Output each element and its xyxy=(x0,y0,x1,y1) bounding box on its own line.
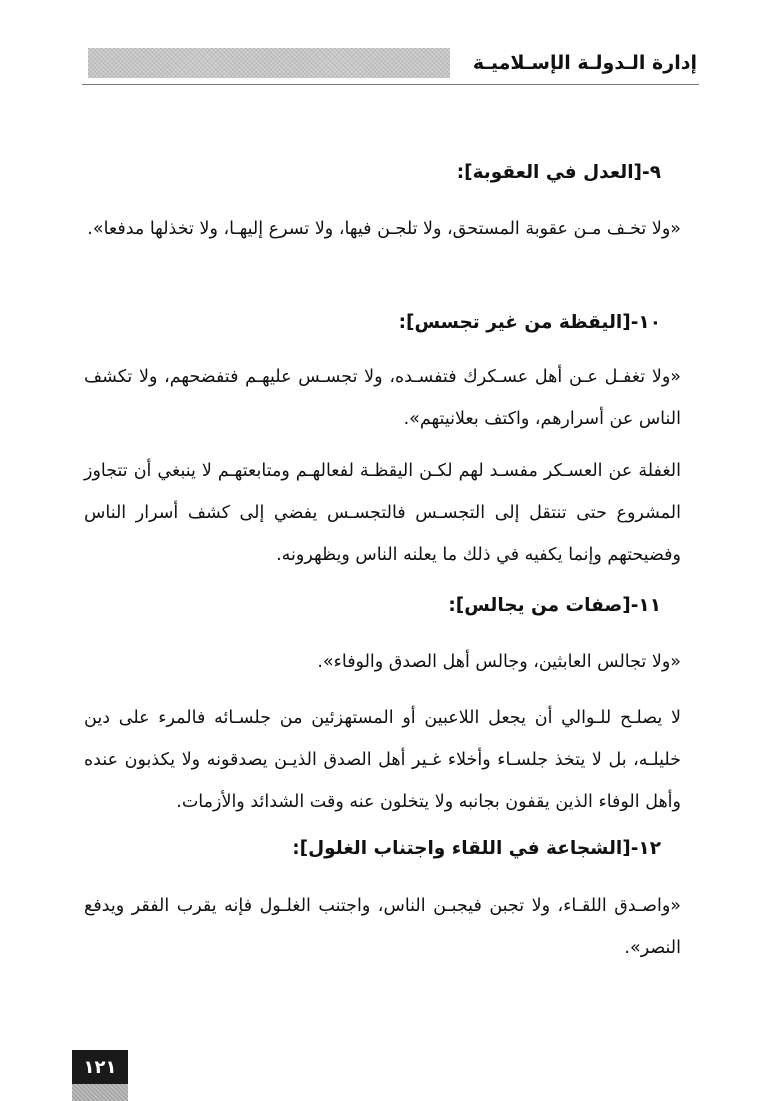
quote-paragraph-12: «واصـدق اللقـاء، ولا تجبن فيجبـن الناس، واجتنب الغلـول فإنه يقرب الفقر ويدفع النصر». xyxy=(84,896,681,958)
section-heading-12: ١٢-[الشجاعة في اللقاء واجتناب الغلول]: xyxy=(292,838,661,859)
header-divider xyxy=(82,84,699,85)
section-heading-10: ١٠-[اليقظة من غير تجسس]: xyxy=(398,312,661,333)
commentary-paragraph-11: لا يصلـح للـوالي أن يجعل اللاعبين أو المستهزئين من جلسـائه فالمرء على دين خليلـه، بل لا يتخذ جلسـاء وأخلاء غـير أهل الصدق الذيـن يصدقونه ولا يكذبون عنده وأهل الوفاء الذين يقفون بجانبه ولا يتخلون عنه وقت الشدائد والأزمات. xyxy=(84,708,681,812)
quote-paragraph-9: «ولا تخـف مـن عقوبة المستحق، ولا تلجـن فيها، ولا تسرع إليهـا، ولا تخذلها مدفعا». xyxy=(87,219,681,239)
commentary-paragraph-10: الغفلة عن العسـكر مفسـد لهم لكـن اليقظـة لفعالهـم ومتابعتهـم لا ينبغي أن تتجاوز المشروع حتى تنتقل إلى التجسـس فالتجسـس يفضي إلى كشف أسرار الناس وفضيحتهم وإنما يكفيه في ذلك ما يعلنه الناس ويظهرونه. xyxy=(84,461,681,565)
quote-paragraph-11: «ولا تجالس العابثين، وجالس أهل الصدق والوفاء». xyxy=(317,652,681,672)
running-header-title: إدارة الـدولـة الإسـلاميـة xyxy=(472,52,697,74)
page-number-decorative-band xyxy=(72,1084,128,1101)
section-heading-9: ٩-[العدل في العقوبة]: xyxy=(456,162,661,183)
page-number: ١٢١ xyxy=(72,1050,128,1084)
section-heading-11: ١١-[صفات من يجالس]: xyxy=(448,595,661,616)
quote-paragraph-10: «ولا تغفـل عـن أهل عسـكرك فتفسـده، ولا تجسـس عليهـم فتفضحهم، ولا تكشف الناس عن أسرارهم، واكتف بعلانيتهم». xyxy=(84,367,681,429)
header-decorative-band xyxy=(88,48,450,78)
